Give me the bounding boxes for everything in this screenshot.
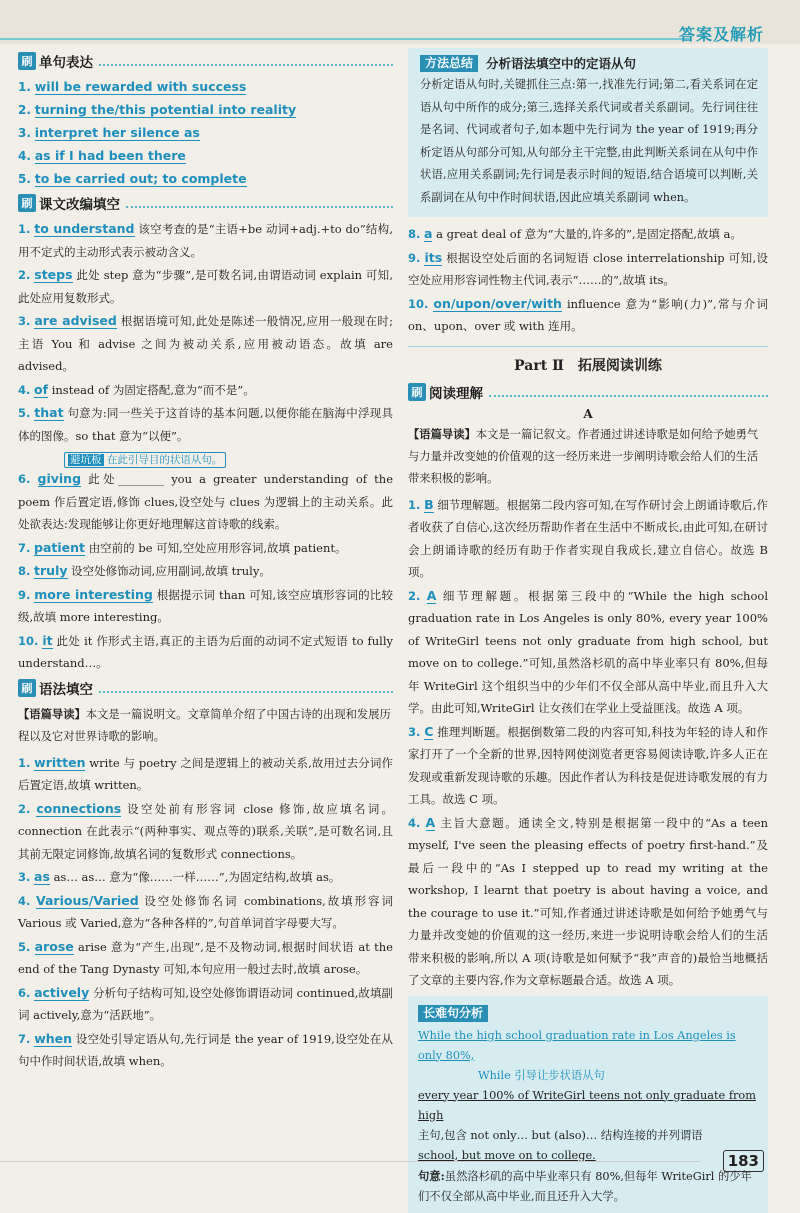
section-title: 课文改编填空 xyxy=(39,197,120,213)
item-number: 5. xyxy=(18,406,31,420)
explanation: write 与 poetry 之间是逻辑上的被动关系,故用过去分词作后置定语,故填 written。 xyxy=(18,755,394,792)
item-number: 6. xyxy=(18,472,31,486)
page-number: 183 xyxy=(723,1150,764,1172)
explanation: instead of 为固定搭配,意为“而不是”。 xyxy=(51,382,255,397)
list-item xyxy=(18,584,393,629)
item-number: 5. xyxy=(18,939,31,954)
item-number: 9. xyxy=(18,587,31,602)
dotted-rule xyxy=(126,206,393,208)
answer: written xyxy=(34,754,86,770)
item-number: 8. xyxy=(408,227,421,241)
explanation: 设空处修饰动词,应用副词,故填 truly。 xyxy=(71,564,271,578)
left-column xyxy=(18,48,393,1074)
answer: A xyxy=(425,814,436,830)
explanation: 此处 step 意为“步骤”,是可数名词,由谓语动词 explain 可知,此处应用复数形式。 xyxy=(18,268,394,305)
list-item xyxy=(18,890,393,935)
answer-text: interpret her silence as xyxy=(34,125,200,140)
item-number: 10. xyxy=(18,633,39,648)
translation-text: 虽然洛杉矶的高中毕业率只有 80%,但每年 WriteGirl 的少年们不仅全部从高中毕业,而且还升入大学。 xyxy=(418,1169,752,1203)
long-sentence-tag: 长难句分析 xyxy=(418,1005,488,1022)
item-number: 3. xyxy=(18,126,31,140)
list-item xyxy=(18,982,393,1027)
answer: to understand xyxy=(34,221,135,236)
explanation: 根据设空处后面的名词短语 close interrelationship 可知,设空处应用形容词性物主代词,表示“……的”,故填 its。 xyxy=(408,250,769,287)
explanation: 主旨大意题。通读全文,特别是根据第一段中的“As a teen myself, I've seen the pleasing effects of poetry first-hand.”及最后一段中的“As I stepped up to read my writing at the workshop, I learnt that poetry is about having a voice, and the courage to use it.”可知,作者通过讲述诗歌是如何给予她勇气与力量并改变她的价值观的这一经历,来进一步说明诗歌会给人们的生活带来积极的影响,所以 A 项(诗歌是如何赋予“我”声音的)最恰当地概括了文章的主要内容,作为文章标题最合适。故选 A 项。 xyxy=(408,815,769,987)
item-number: 7. xyxy=(18,1031,31,1046)
answer: it xyxy=(42,632,53,648)
clause-note: While 引导让步状语从句 xyxy=(478,1068,605,1082)
brush-icon: 刷 xyxy=(408,383,426,401)
explanation: influence 意为“影响(力)”,常与介词 on、upon、over 或 with 连用。 xyxy=(408,296,768,333)
item-number: 7. xyxy=(18,540,31,555)
explanation: 该空考查的是“主语+be 动词+adj.+to do”结构,用不定式的主动形式表示被动含义。 xyxy=(18,222,394,259)
explanation: 设空处前有形容词 close 修饰,故应填名词。connection 在此表示“(两种事实、观点等的)联系,关联”,是可数名词,且其前无限定词修饰,故填名词的复数形式 connections。 xyxy=(18,801,394,861)
answer: more interesting xyxy=(34,586,153,602)
list-item xyxy=(18,560,393,583)
item-number: 4. xyxy=(18,893,31,908)
note-wrap xyxy=(18,448,393,468)
answer: B xyxy=(424,496,434,512)
answer: Various/Varied xyxy=(35,892,139,908)
grammar-list xyxy=(18,752,393,1073)
list-item xyxy=(408,293,768,338)
answer: connections xyxy=(36,800,122,816)
list-item xyxy=(18,310,393,378)
section-header xyxy=(408,381,768,403)
clause-line: While the high school graduation rate in Los Angeles is only 80%, xyxy=(418,1028,736,1062)
item-number: 8. xyxy=(18,564,31,578)
note-text: 在此引导目的状语从句。 xyxy=(106,454,223,466)
explanation: 句意为:同一些关于这首诗的基本问题,以便你能在脑海中浮现具体的图像。so that 意为“以便”。 xyxy=(18,406,393,443)
answer: arose xyxy=(34,938,74,954)
section-title: 单句表达 xyxy=(39,55,93,71)
list-item xyxy=(18,122,393,144)
item-number: 6. xyxy=(18,985,31,1000)
guide-text: 本文是一篇说明文。文章简单介绍了中国古诗的出现和发展历程以及它对世界诗歌的影响。 xyxy=(18,707,391,743)
answer: its xyxy=(424,249,443,265)
answer: actively xyxy=(34,984,90,1000)
guide-label: 【语篇导读】 xyxy=(18,706,86,721)
explanation: as… as… 意为“像……一样……”,为固定结构,故填 as。 xyxy=(53,870,341,884)
clause-line: school, but move on to college. xyxy=(418,1148,596,1162)
item-number: 4. xyxy=(18,382,31,397)
part-title: Part Ⅱ 拓展阅读训练 xyxy=(408,346,768,375)
item-number: 10. xyxy=(408,296,429,311)
list-item xyxy=(18,218,393,263)
list-item xyxy=(408,247,768,292)
list-item xyxy=(408,812,768,992)
section-header xyxy=(18,192,393,214)
answer: when xyxy=(34,1030,73,1046)
answer: as xyxy=(34,869,50,884)
header-title: 答案及解析 xyxy=(678,25,764,44)
answer: of xyxy=(34,381,49,397)
fill-list xyxy=(18,218,393,675)
explanation: 推理判断题。根据倒数第二段的内容可知,科技为年轻的诗人和作家打开了一个全新的世界,因特网使浏览者更容易阅读诗歌,许多人正在发现或重新发现诗歌的乐趣。因此作者认为科技是促进诗歌发展的有力工具。故选 C 项。 xyxy=(408,724,769,806)
answer: on/upon/over/with xyxy=(433,295,562,311)
answer-text: as if I had been there xyxy=(34,148,186,163)
explanation: 设空处引导定语从句,先行词是 the year of 1919,设空处在从句中作时间状语,故填 when。 xyxy=(18,1031,394,1068)
item-number: 2. xyxy=(408,588,421,603)
section-letter: A xyxy=(583,406,593,421)
explanation: 由空前的 be 可知,空处应用形容词,故填 patient。 xyxy=(88,540,347,555)
list-item xyxy=(18,379,393,402)
dotted-rule xyxy=(99,691,393,693)
list-item xyxy=(18,537,393,560)
list-item xyxy=(408,585,768,720)
brush-icon: 刷 xyxy=(18,194,36,212)
list-item xyxy=(18,76,393,98)
answer: patient xyxy=(34,539,86,555)
method-text: 分析定语从句时,关键抓住三点:第一,找准先行词;第二,看关系词在定语从句中所作的成分;第三,选择关系代词或者关系副词。先行词往往是名词、代词或者句子,如本题中先行词为 the year of 1919;再分析定语从句部分可知,从句部分主干完整,由此判断关系词在从句中作状语,应用关系副词;先行词是表示时间的短语,结合语境可以判断,关系副词在从句中作时间状语,因此应填关系副词 when。 xyxy=(420,78,758,204)
list-item xyxy=(18,264,393,309)
item-number: 3. xyxy=(18,314,31,328)
method-head xyxy=(420,54,758,72)
item-number: 9. xyxy=(408,250,421,265)
list-item xyxy=(18,145,393,167)
method-tag: 方法总结 xyxy=(420,55,478,72)
header-rule xyxy=(0,38,690,40)
answer: truly xyxy=(34,563,68,578)
answer: C xyxy=(424,723,434,739)
answer: are advised xyxy=(34,313,117,328)
explanation: a great deal of 意为“大量的,许多的”,是固定搭配,故填 a。 xyxy=(436,227,742,241)
section-title: 语法填空 xyxy=(39,681,93,698)
answer-text: to be carried out; to complete xyxy=(34,171,247,186)
explanation: 此处________ you a greater understanding of the poem 作后置定语,修饰 clues,设空处与 clues 为逻辑上的主动关系。此处欲表达:发现能够让你更好地理解这首诗歌的线索。 xyxy=(18,472,393,531)
item-number: 3. xyxy=(18,870,31,884)
list-item xyxy=(18,168,393,190)
brush-icon: 刷 xyxy=(18,679,36,697)
dotted-rule xyxy=(99,64,393,66)
explanation: 设空处修饰名词 combinations,故填形容词 Various 或 Varied,意为“各种各样的”,句首单词首字母要大写。 xyxy=(18,893,394,930)
list-item xyxy=(18,630,393,675)
item-number: 1. xyxy=(18,222,31,236)
explanation: 细节理解题。根据第三段中的“While the high school graduation rate in Los Angeles is only 80%, every year 100% of WriteGirl teens not only graduate from high school, but move on to college.”可知,虽然洛杉矶的高中毕业率只有 80%,但每年 WriteGirl 这个组织当中的少年们不仅全部从高中毕业,而且升入大学。由此可知,WriteGirl 让女孩们在学业上受益匪浅。故选 A 项。 xyxy=(408,588,768,715)
method-title: 分析语法填空中的定语从句 xyxy=(486,56,637,71)
list-item xyxy=(18,1028,393,1073)
item-number: 1. xyxy=(18,80,31,94)
answer: A xyxy=(426,587,437,603)
note-box xyxy=(64,452,226,468)
right-column xyxy=(408,48,768,1213)
answer-text: will be rewarded with success xyxy=(34,79,247,94)
list-item xyxy=(18,99,393,121)
clause-note: 主句,包含 not only… but (also)… 结构连接的并列谓语 xyxy=(418,1128,703,1142)
list-item xyxy=(18,936,393,981)
item-number: 2. xyxy=(18,801,31,816)
section-title: 阅读理解 xyxy=(429,385,483,402)
explanation: 此处 it 作形式主语,真正的主语为后面的动词不定式短语 to fully understand…。 xyxy=(18,633,393,670)
item-number: 5. xyxy=(18,172,31,186)
list-item xyxy=(408,721,768,811)
list-item xyxy=(18,402,393,447)
bottom-rule xyxy=(0,1161,700,1162)
item-number: 1. xyxy=(408,497,421,512)
item-number: 1. xyxy=(18,755,31,770)
explanation: 细节理解题。根据第二段内容可知,在写作研讨会上朗诵诗歌后,作者收获了自信心,这次经历帮助作者在生活中不断成长,由此可知,在研讨会上朗诵诗歌的经历有助于作者实现自我成长,建立自信心。故选 B 项。 xyxy=(408,497,768,579)
guide-label: 【语篇导读】 xyxy=(408,426,476,441)
section-header xyxy=(18,50,393,72)
long-sentence-box xyxy=(408,996,768,1213)
dotted-rule xyxy=(489,395,768,397)
answer-text: turning the/this potential into reality xyxy=(34,102,297,117)
item-number: 2. xyxy=(18,103,31,117)
answer: a xyxy=(424,226,433,241)
item-number: 4. xyxy=(408,815,421,830)
list-item xyxy=(18,752,393,797)
reading-guide xyxy=(18,703,393,748)
explanation: 根据提示词 than 可知,该空应填形容词的比较级,故填 more interesting。 xyxy=(18,587,393,624)
sentence-list xyxy=(18,76,393,190)
list-item xyxy=(18,798,393,866)
explanation: 根据语境可知,此处是陈述一般情况,应用一般现在时;主语 You 和 advise 之间为被动关系,应用被动语态。故填 are advised。 xyxy=(18,314,394,373)
note-tag: 避坑板 xyxy=(70,454,102,466)
translation-label: 句意: xyxy=(418,1168,445,1183)
reading-list xyxy=(408,494,768,992)
list-item xyxy=(18,866,393,889)
section-header xyxy=(18,677,393,699)
clause-line: every year 100% of WriteGirl teens not only graduate from high xyxy=(418,1088,756,1122)
answer: that xyxy=(34,405,64,420)
grammar-list-continued xyxy=(408,223,768,338)
list-item xyxy=(408,494,768,584)
list-item xyxy=(408,223,768,246)
method-box xyxy=(408,48,768,217)
explanation: 分析句子结构可知,设空处修饰谓语动词 continued,故填副词 actively,意为“活跃地”。 xyxy=(18,985,393,1022)
answer: steps xyxy=(34,267,73,282)
answer: giving xyxy=(37,471,82,486)
reading-guide xyxy=(408,423,768,490)
list-item xyxy=(18,468,393,536)
item-number: 2. xyxy=(18,268,31,282)
guide-text: 本文是一篇记叙文。作者通过讲述诗歌是如何给予她勇气与力量并改变她的价值观的这一经历来进一步阐明诗歌会给人们的生活带来积极的影响。 xyxy=(408,427,759,485)
item-number: 4. xyxy=(18,149,31,163)
item-number: 3. xyxy=(408,724,421,739)
explanation: arise 意为“产生,出现”,是不及物动词,根据时间状语 at the end of the Tang Dynasty 可知,本句应用一般过去时,故填 arose。 xyxy=(18,939,393,976)
brush-icon: 刷 xyxy=(18,52,36,70)
